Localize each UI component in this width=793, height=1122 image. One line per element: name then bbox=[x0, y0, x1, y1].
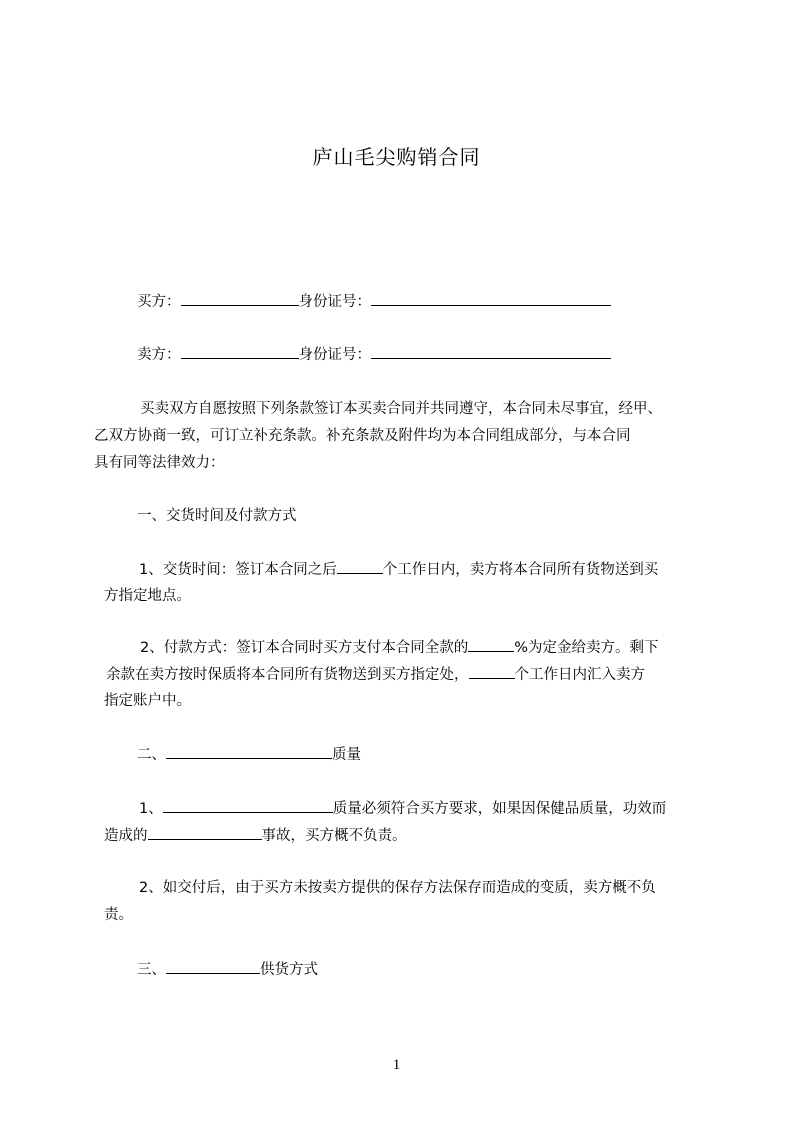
section-2-title: 质量 bbox=[332, 747, 361, 763]
page-number: 1 bbox=[392, 1057, 401, 1073]
payment-text-cont: %为定金给卖方。剩下 bbox=[514, 640, 659, 656]
delivery-days-blank bbox=[337, 559, 383, 574]
section-3-title: 供货方式 bbox=[260, 962, 318, 978]
balance-text: 余款在卖方按时保质将本合同所有货物送到买方指定处， bbox=[106, 667, 469, 683]
section-2-item-1-line-1 bbox=[139, 798, 666, 819]
seller-label: 卖方： bbox=[137, 347, 181, 363]
buyer-id-label: 身份证号： bbox=[298, 294, 371, 310]
payment-text: 2、付款方式：签订本合同时买方支付本合同全款的 bbox=[140, 640, 469, 656]
delivery-time-text: 1、交货时间：签订本合同之后 bbox=[139, 562, 337, 578]
section-1-item-2-line-3: 指定账户中。 bbox=[104, 693, 191, 709]
section-1-item-2-line-1 bbox=[140, 637, 659, 658]
incident-text-cont: 事故，买方概不负责。 bbox=[261, 828, 407, 844]
deposit-percent-blank bbox=[468, 637, 514, 652]
buyer-id-blank bbox=[371, 291, 611, 306]
quality-item-number: 1、 bbox=[139, 801, 163, 817]
section-2-heading bbox=[137, 744, 361, 765]
balance-text-cont: 个工作日内汇入卖方 bbox=[514, 667, 645, 683]
quality-product-blank bbox=[163, 798, 333, 813]
seller-id-blank bbox=[371, 344, 611, 359]
section-2-number: 二、 bbox=[137, 747, 166, 763]
delivery-time-text-cont: 个工作日内，卖方将本合同所有货物送到买 bbox=[382, 562, 659, 578]
supply-blank bbox=[166, 959, 260, 974]
seller-line bbox=[137, 344, 611, 365]
balance-days-blank bbox=[469, 664, 515, 679]
seller-id-label: 身份证号： bbox=[298, 347, 371, 363]
section-3-number: 三、 bbox=[137, 962, 166, 978]
section-2-item-2-line-1: 2、如交付后，由于买方未按卖方提供的保存方法保存而造成的变质，卖方概不负 bbox=[139, 880, 656, 896]
section-1-item-1-line-2: 方指定地点。 bbox=[104, 588, 191, 604]
section-3-heading bbox=[137, 959, 318, 980]
intro-line-2: 乙双方协商一致，可订立补充条款。补充条款及附件均为本合同组成部分，与本合同 bbox=[94, 428, 631, 444]
section-1-heading: 一、交货时间及付款方式 bbox=[137, 508, 297, 524]
quality-text: 质量必须符合买方要求，如果因保健品质量，功效而 bbox=[332, 801, 667, 817]
seller-name-blank bbox=[181, 344, 299, 359]
buyer-label: 买方： bbox=[137, 294, 181, 310]
incident-blank bbox=[148, 825, 262, 840]
section-2-item-1-line-2 bbox=[104, 825, 407, 846]
document-title: 庐山毛尖购销合同 bbox=[312, 145, 481, 169]
product-name-blank bbox=[166, 744, 332, 759]
intro-line-1: 买卖双方自愿按照下列条款签订本买卖合同并共同遵守，本合同未尽事宜，经甲、 bbox=[140, 401, 662, 417]
incident-text: 造成的 bbox=[104, 828, 148, 844]
buyer-name-blank bbox=[181, 291, 299, 306]
section-2-item-2-line-2: 责。 bbox=[104, 907, 133, 923]
section-1-item-2-line-2 bbox=[106, 664, 645, 685]
intro-line-3: 具有同等法律效力： bbox=[94, 455, 225, 471]
buyer-line bbox=[137, 291, 611, 312]
section-1-item-1-line-1 bbox=[139, 559, 658, 580]
